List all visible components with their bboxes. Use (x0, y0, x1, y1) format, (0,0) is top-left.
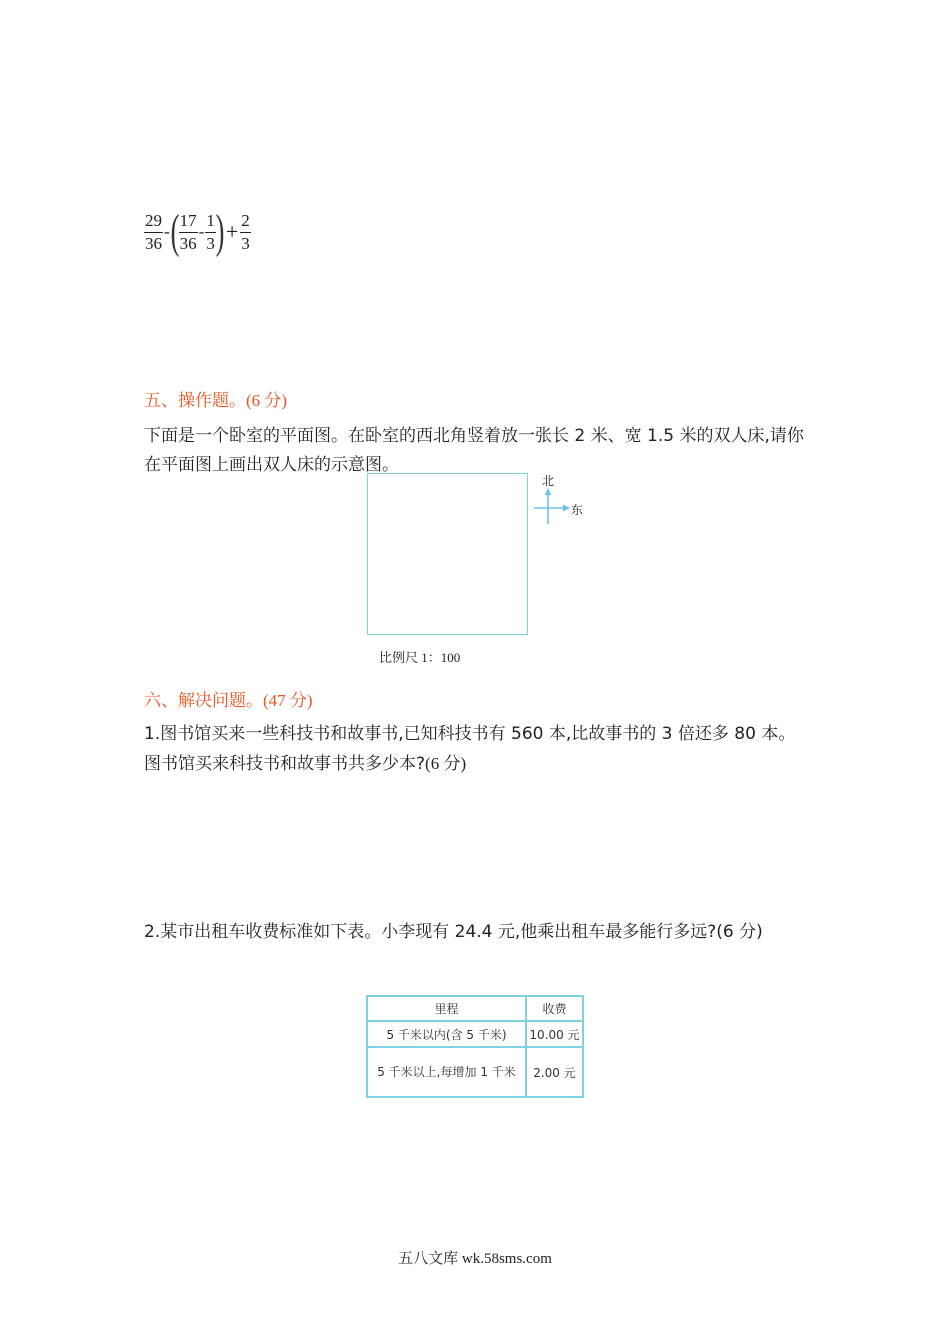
question-2: 2.某市出租车收费标准如下表。小李现有 24.4 元,他乘出租车最多能行多远?(6 分) (144, 922, 763, 942)
compass-east-label: 东 (571, 503, 584, 517)
compass-icon (532, 484, 572, 528)
section-5-question: 下面是一个卧室的平面图。在卧室的西北角竖着放一张长 2 米、宽 1.5 米的双人床,请你在平面图上画出双人床的示意图。 (144, 426, 804, 475)
table-cell: 2.00 元 (526, 1047, 583, 1097)
fraction-c: $\frac{1}{3}$ (206, 210, 215, 253)
header-fee: 收费 (526, 996, 583, 1021)
minus-sign: - (164, 222, 170, 241)
table-cell: 10.00 元 (526, 1021, 583, 1047)
fee-table (366, 995, 584, 1098)
fraction-a: $\frac{29}{36}$ (145, 210, 162, 253)
math-expression (144, 205, 251, 258)
table-row (367, 1021, 583, 1047)
table-row (367, 1047, 583, 1097)
question-1: 1.图书馆买来一些科技书和故事书,已知科技书有 560 本,比故事书的 3 倍还多 80 本。图书馆买来科技书和故事书共多少本?(6 分) (144, 724, 796, 774)
table-cell: 5 千米以上,每增加 1 千米 (367, 1047, 526, 1097)
fraction-b: $\frac{17}{36}$ (179, 210, 197, 253)
section-6-heading: 六、解决问题。(47 分) (144, 691, 313, 711)
footer-watermark: 五八文库 wk.58sms.com (398, 1251, 552, 1267)
minus-sign: - (198, 222, 205, 241)
section-5-heading: 五、操作题。(6 分) (144, 391, 288, 411)
table-cell: 5 千米以内(含 5 千米) (367, 1021, 526, 1047)
left-paren: ( (170, 205, 180, 258)
floor-plan (367, 473, 528, 635)
fraction-d: $\frac{2}{3}$ (241, 210, 250, 253)
scale-label: 比例尺 1：100 (379, 650, 461, 665)
table-header-row (367, 996, 583, 1021)
header-distance: 里程 (367, 996, 526, 1021)
right-paren: ) (215, 205, 225, 258)
plus-sign: + (225, 219, 239, 244)
compass-north-label: 北 (542, 474, 555, 488)
